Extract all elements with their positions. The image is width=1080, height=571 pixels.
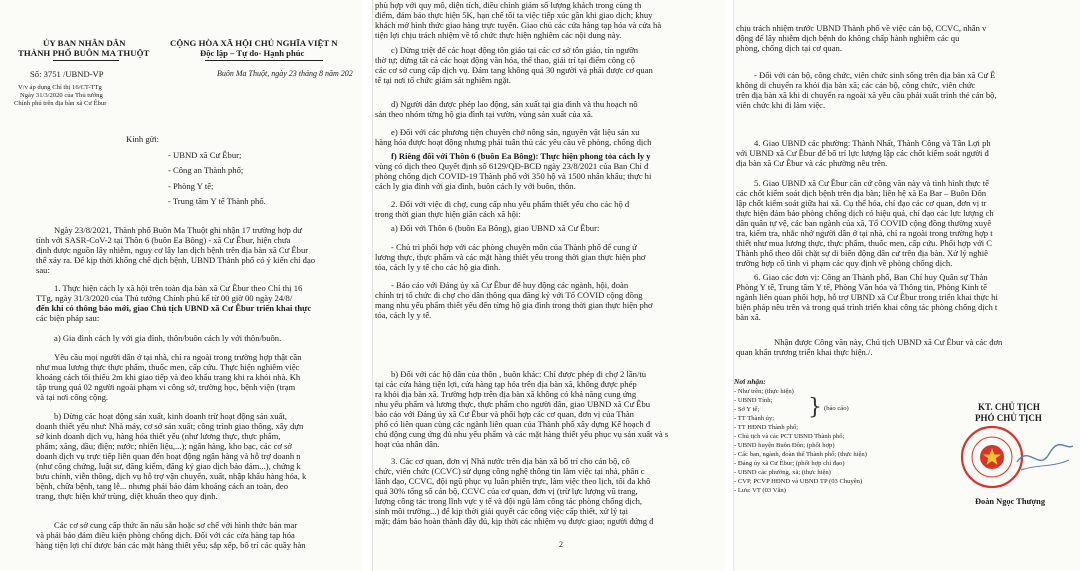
body-line: doanh thiết yếu như: Nhà máy, cơ sở sản xuất; công trình giao thông, xây dựn xyxy=(36,421,304,431)
document-page-3 xyxy=(733,0,1080,571)
body-line: lập chốt kiểm soát giữa hai xã. Cụ thể hóa, chỉ đạo các cơ quan, đơn vị tr xyxy=(736,198,987,208)
body-line: như mua lương thực thực phẩm, thuốc men, cấp cứu. Thực hiện nghiêm việc xyxy=(36,362,300,372)
body-line: tỏa, cách ly y tế. xyxy=(375,310,432,320)
issuing-authority-line1: ỦY BAN NHÂN DÂN xyxy=(43,38,126,48)
body-line: Nhận được Công văn này, Chủ tịch UBND xã Cư Êbur và các đơn xyxy=(774,337,1003,347)
body-line: lương thực, thực phẩm và các mặt hàng thiết yếu trong thời gian thực hiện phơ xyxy=(375,252,646,262)
body-line: sinh môi trường...) để kịp thời giải quyết các công việc cấp thiết, xử lý tại xyxy=(375,506,628,516)
body-line: a) Đối với Thôn 6 (buôn Ea Bông), giao UBND xã Cư Êbur: xyxy=(391,223,600,233)
distribution-item: - Lưu: VT (03 Văn) xyxy=(734,487,786,494)
body-line: quan khẩn trương triển khai thực hiện./. xyxy=(736,347,873,357)
body-line: phòng, chống dịch tại cơ quan. xyxy=(736,43,842,53)
body-line: bệnh, chữa bệnh, tang lễ... nhưng phải bảo đảm khoảng cách an toàn, đeo xyxy=(36,481,289,491)
body-line: chức, viên chức (CCVC) sử dụng công nghệ thông tin làm việc tại nhà, phân c xyxy=(375,466,645,476)
document-page-2 xyxy=(372,0,725,571)
distribution-item: - TT Thành ủy; xyxy=(734,415,775,422)
body-line: tiện lợi chịu trách nhiệm về tổ chức thực hiện nghiêm các nội dung này. xyxy=(375,30,622,40)
place-and-date: Buôn Ma Thuột, ngày 23 tháng 8 năm 202 xyxy=(217,69,353,78)
body-line: thể xảy ra. Để kịp thời khống chế dịch bệnh, UBND Thành phố có ý kiến chỉ đạo xyxy=(36,255,316,265)
body-line: điểm, đảm bảo thực hiện 5K, hạn chế tối ta việc tiếp xúc gần khi giao dịch; khuy xyxy=(375,10,653,20)
body-line: quá 30% tổng số cán bộ, CCVC của cơ quan, đơn vị (trừ lực lượng vũ trang, xyxy=(375,486,638,496)
body-line: khách mở hình thức giao hàng trực tuyến. Giao chủ các cửa hàng tạp hóa và cửa hà xyxy=(375,20,662,30)
body-line: phù hợp với quy mô, diện tích, điều chỉnh giảm số lượng khách trong cùng th xyxy=(375,0,642,10)
body-line: b) Đối với các hộ dân của thôn , buôn khác: Chỉ được phép đi chợ 2 lần/tu xyxy=(391,369,647,379)
distribution-item: - UBND các phường, xã; (thực hiện) xyxy=(734,469,831,476)
body-line: chủ động cung ứng đủ nhu yếu phẩm và các mặt hàng thiết yếu phục vụ sản xuất và s xyxy=(375,429,669,439)
distribution-item: - Sở Y tế; xyxy=(734,406,760,413)
body-line: ra khỏi địa bàn xã. Trường hợp trên địa bàn xã không có khả năng cung ứng xyxy=(375,389,637,399)
body-line: tính với SASR-CoV-2 tại Thôn 6 (buôn Ea Bông) - xã Cư Êbur, hiện chưa xyxy=(36,235,291,245)
body-line: 5. Giao UBND xã Cư Êbur căn cứ công văn này và tình hình thực tế xyxy=(754,178,989,188)
bao-cao-bracket: } xyxy=(808,395,822,420)
subject-line-3: Chính phủ trên địa bàn xã Cư Êbur xyxy=(14,100,107,107)
body-line: - Báo cáo với Đảng ủy xã Cư Êbur để huy động các ngành, hội, đoàn xyxy=(391,280,629,290)
body-line: bàn xã. xyxy=(736,312,761,322)
body-line: Các cơ sở cung cấp thức ăn nấu sẵn hoặc sơ chế với hình thức bán mar xyxy=(54,520,298,530)
distribution-item: - Đảng ủy xã Cư Êbur; (phối hợp chỉ đạo) xyxy=(734,460,845,467)
signature-title-2: PHÓ CHỦ TỊCH xyxy=(975,413,1042,423)
distribution-item: - Như trên; (thực hiện) xyxy=(734,388,794,395)
body-line: chính trị tổ chức đi chợ cho dân thông qua đăng ký với Tổ COVID cộng đồng xyxy=(375,290,643,300)
document-number: Số: 3751 /UBND-VP xyxy=(30,69,104,79)
body-line: b) Dừng các hoạt động sản xuất, kinh doanh trừ hoạt động sản xuất, xyxy=(54,411,287,421)
signer-name: Đoàn Ngọc Thượng xyxy=(975,497,1046,506)
recipient: - Phòng Y tế; xyxy=(168,181,214,191)
body-line: c) Dừng triệt để các hoạt động tôn giáo tại các cơ sở tôn giáo, tín ngưỡn xyxy=(391,45,639,55)
distribution-item: - Các ban, ngành, đoàn thể Thành phố; (thực hiện) xyxy=(734,451,867,458)
body-line: e) Đối với các phương tiện chuyên chở nông sản, nguyên vật liệu sản xu xyxy=(391,127,640,137)
body-line: hoạt của nhân dân. xyxy=(375,439,440,449)
body-line: - Đối với cán bộ, công chức, viên chức sinh sống trên địa bàn xã Cư Ê xyxy=(754,70,996,80)
body-line: 4. Giao UBND các phường: Thành Nhất, Thành Công và Tân Lợi ph xyxy=(754,138,991,148)
issuing-authority-line2: THÀNH PHỐ BUÔN MA THUỘT xyxy=(18,48,150,58)
body-line: mang nhu yếu phẩm thiết yếu đến từng hộ gia đình trong thời gian thực hiện phơ xyxy=(375,300,653,310)
header-underline-right xyxy=(205,60,323,61)
body-line: phòng chống dịch COVID-19 Thành phố với 350 hộ và 1500 nhân khẩu; thực hi xyxy=(375,171,652,181)
body-line: 1. Thực hiện cách ly xã hội trên toàn địa bàn xã Cư Êbur theo Chỉ thị 16 xyxy=(54,283,303,293)
body-line: trong thời gian thực hiện giãn cách xã hội: xyxy=(375,209,521,219)
body-line: sau: xyxy=(36,265,50,275)
distribution-item: - TT HĐND Thành phố; xyxy=(734,424,799,431)
body-line: với UBND xã Cư Êbur để bố trí lực lượng lập các chốt kiểm soát người đ xyxy=(736,148,989,158)
body-line: lượng công tác trong lĩnh vực y tế và đội ngũ làm công tác phòng chống dịch, xyxy=(375,496,643,506)
page-number: 2 xyxy=(559,540,563,549)
body-line: và tại nơi công cộng. xyxy=(36,392,109,402)
national-title: CỘNG HÒA XÃ HỘI CHỦ NGHĨA VIỆT N xyxy=(170,38,338,48)
body-line: tại các cửa hàng tiện lợi, cửa hàng tạp hóa trên địa bàn xã, không được phép xyxy=(375,379,637,389)
body-line: doanh dịch vụ trực tiếp liên quan đến hoạt động ngân hàng và hỗ trợ doanh n xyxy=(36,451,301,461)
bao-cao-note: (báo cáo) xyxy=(824,405,849,412)
body-line: 6. Giao các đơn vị: Công an Thành phố, Ban Chỉ huy Quân sự Thàn xyxy=(754,272,988,282)
body-line: các chốt kiểm soát dịch bệnh trên địa bàn; liên hệ xã Ea Bar – Buôn Đôn xyxy=(736,188,987,198)
body-line: các cơ sở cung cấp dịch vụ. Đám tang không quá 30 người và phải được cơ quan xyxy=(375,65,653,75)
body-line: đến khi có thông báo mới, giao Chủ tịch UBND xã Cư Êbur triển khai thực xyxy=(36,303,312,313)
body-line: thiết như mua lương thực, thực phẩm, thuốc men, cấp cứu. Phối hợp với C xyxy=(736,238,993,248)
body-line: viên chức khi đi làm việc. xyxy=(736,100,826,110)
body-line: ngành liên quan phối hợp, hỗ trợ UBND xã Cư Êbur trong triển khai thực hi xyxy=(736,292,998,302)
body-line: lãnh đạo, CCVC, đội ngũ phục vụ luân phiên trực, làm việc theo lịch, tối đa khô xyxy=(375,476,651,486)
body-line: nhu yếu phẩm và lương thực, thực phẩm cho người dân, giao UBND xã Cư Êbu xyxy=(375,399,651,409)
body-line: a) Gia đình cách ly với gia đình, thôn/buôn cách ly với thôn/buôn. xyxy=(54,333,282,343)
body-line: dân quân tự vệ, các ban ngành của xã, Tổ COVID cộng đồng thường xuyê xyxy=(736,218,992,228)
body-line: khoảng cách tối thiểu 2m khi giao tiếp và đeo khẩu trang khi ra khỏi nhà. Kh xyxy=(36,372,301,382)
body-line: mặt; đảm bảo hoàn thành đầy đủ, kịp thời các nhiệm vụ được giao; người đứng đ xyxy=(375,516,654,526)
body-line: báo cáo với Đảng ủy xã Cư Êbur và phối hợp các cơ quan, đơn vị của Thàn xyxy=(375,409,634,419)
body-line: thờ tự; dừng tất cả các hoạt động văn hóa, thể thao, giải trí tại điểm công cộ xyxy=(375,55,635,65)
body-line: địa bàn xã Cư Êbur và các phường nêu trên. xyxy=(736,158,888,168)
body-line: chịu trách nhiệm trước UBND Thành phố về việc cán bộ, CCVC, nhân v xyxy=(736,23,987,33)
distribution-item: - UBND huyện Buôn Đôn; (phối hợp) xyxy=(734,442,835,449)
body-line: trang, thực hiện khử trùng, diệt khuẩn theo quy định. xyxy=(36,491,218,501)
recipient: - Công an Thành phố; xyxy=(168,165,244,175)
body-line: Thành phố theo dõi chặt sự di biến động dân cư trên địa bàn. Xử lý nghiê xyxy=(736,248,988,258)
body-line: Ngày 23/8/2021, Thành phố Buôn Ma Thuột ghi nhận 17 trường hợp dư xyxy=(54,225,302,235)
body-line: trường hợp cố tình vi phạm các quy định về phòng chống dịch. xyxy=(736,258,953,268)
body-line: vùng có dịch theo Quyết định số 6129/QĐ-BCĐ ngày 23/8/2021 của Ban Chỉ đ xyxy=(375,161,649,171)
body-line: các biện pháp sau: xyxy=(36,313,100,323)
body-line: biện pháp nêu trên và trong quá trình triển khai công tác phòng chống dịch t xyxy=(736,302,998,312)
noi-nhan-title: Nơi nhận: xyxy=(734,377,766,386)
body-line: cách ly gia đình với gia đình, buôn cách ly với buôn, thôn. xyxy=(375,181,576,191)
kinh-gui-label: Kính gửi: xyxy=(126,134,160,144)
body-line: không di chuyển ra khỏi địa bàn xã; các cán bộ, công chức, viên chức xyxy=(736,80,976,90)
body-line: 3. Các cơ quan, đơn vị Nhà nước trên địa bàn xã bố trí cho cán bộ, cô xyxy=(391,456,630,466)
body-line: TTg, ngày 31/3/2020 của Thủ tướng Chính phủ kể từ 00 giờ 00 ngày 24/8/ xyxy=(36,293,293,303)
body-line: - Chủ trì phối hợp với các phòng chuyên môn của Thành phố để cung ứ xyxy=(391,242,637,252)
subject-line-2: Ngày 31/3/2020 của Thủ tướng xyxy=(20,92,103,99)
body-line: tra, kiểm tra, nhắc nhở người dân ở tại nhà, chỉ ra ngoài trong trường hợp t xyxy=(736,228,993,238)
body-line: (như công chứng, luật sư, đăng kiểm, đăng ký giao dịch bảo đảm...), chứng k xyxy=(36,461,301,471)
body-line: f) Riêng đối với Thôn 6 (buôn Ea Bông): Thực hiện phong tỏa cách ly y xyxy=(391,151,651,161)
body-line: hàng tiện lợi chỉ được bán các mặt hàng thiết yếu; sắp xếp, bố trí các quầy hàn xyxy=(36,540,306,550)
recipient: - UBND xã Cư Êbur; xyxy=(168,150,242,160)
header-underline-left xyxy=(53,60,119,61)
body-line: 2. Đối với việc đi chợ, cung cấp nhu yếu phẩm thiết yếu cho các hộ d xyxy=(391,199,630,209)
distribution-item: - CVP, PCVP HĐND và UBND TP (03 Chuyên) xyxy=(734,478,863,485)
body-line: định được nguồn lây nhiễm, nguy cơ lây lan dịch bệnh trên địa bàn xã Cư Êbur xyxy=(36,245,309,255)
body-line: và phải bảo đảm điều kiện phòng chống dịch. Đối với các cửa hàng tạp hóa xyxy=(36,530,295,540)
body-line: phố có liên quan cùng các ngành liên quan của Thành phố xây dựng Kế hoạch đ xyxy=(375,419,651,429)
body-line: bưu chính, viễn thông, dịch vụ hỗ trợ vận chuyển, xuất, nhập khẩu hàng hóa, k xyxy=(36,471,307,481)
body-line: thực hiện đảm bảo phòng chống dịch có hiệu quả, chỉ đạo các lực lượng ch xyxy=(736,208,994,218)
body-line: Phòng Y tế, Trung tâm Y tế, Phòng Văn hóa và Thông tin, Phòng Kinh tế xyxy=(736,282,987,292)
body-line: động để lây nhiễm dịch bệnh do không chấp hành nghiêm các qu xyxy=(736,33,960,43)
national-motto: Độc lập – Tự do- Hạnh phúc xyxy=(200,48,305,58)
body-line: Yêu cầu mọi người dân ở tại nhà, chỉ ra ngoài trong trường hợp thật cần xyxy=(54,352,302,362)
body-line: sở kinh doanh dịch vụ, hàng hóa thiết yếu (như lương thực, thực phẩm, xyxy=(36,431,281,441)
recipient: - Trung tâm Y tế Thành phố. xyxy=(168,196,266,206)
body-line: tập trung quá 02 người ngoài phạm vi công sở, trường học, bệnh viện (trạm xyxy=(36,382,296,392)
body-line: d) Người dân được phép lao động, sản xuất tại gia đình và thu hoạch nô xyxy=(391,99,638,109)
distribution-item: - UBND Tỉnh; xyxy=(734,397,773,404)
body-line: sản theo nhóm từng hộ gia đình tại vườn, vùng sản xuất của xã. xyxy=(375,109,593,119)
body-line: tỏa, cách ly y tế cho các hộ gia đình. xyxy=(375,262,501,272)
body-line: phẩm; xăng, dầu; điện; nước; nhiên liệu,...); ngân hàng, kho bạc, các cơ sở xyxy=(36,441,292,451)
body-line: trên địa bàn xã khi di chuyển ra ngoài xã yêu cầu phải xuất trình thẻ cán bộ, xyxy=(736,90,997,100)
official-seal-icon xyxy=(947,424,1077,490)
body-line: tế tại nơi tổ chức giám sát nghiêm ngặt. xyxy=(375,75,511,85)
distribution-item: - Chủ tịch và các PCT UBND Thành phố; xyxy=(734,433,845,440)
body-line: hàng hóa được hoạt động nhưng phải tuân thủ các yêu cầu về phòng, chống dịch xyxy=(375,137,652,147)
subject-line-1: V/v áp dụng Chỉ thị 16/CT-TTg xyxy=(18,84,102,91)
document-page-1 xyxy=(0,0,362,571)
signature-title-1: KT. CHỦ TỊCH xyxy=(978,402,1040,412)
